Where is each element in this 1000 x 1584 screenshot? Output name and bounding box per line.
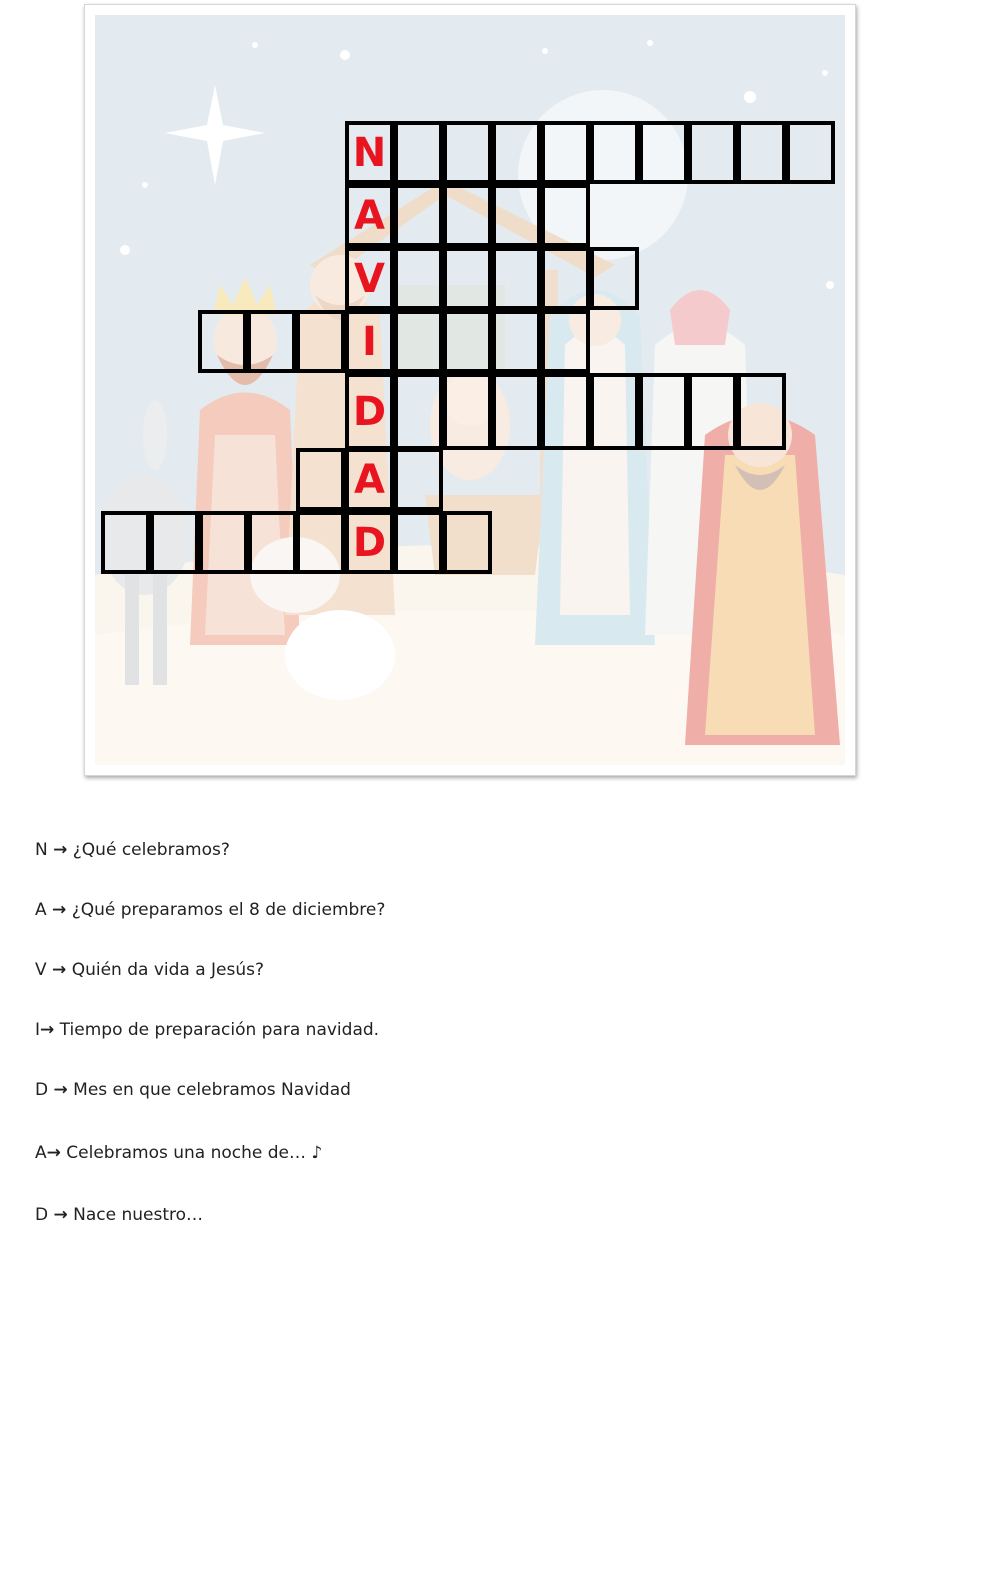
crossword-cell[interactable] xyxy=(492,184,541,247)
crossword-cell[interactable] xyxy=(492,310,541,373)
crossword-cell[interactable] xyxy=(296,448,345,511)
clue-item xyxy=(35,1080,351,1100)
crossword-cell[interactable] xyxy=(639,121,688,184)
clue-text: Quién da vida a Jesús? xyxy=(71,960,265,980)
crossword-cell[interactable] xyxy=(443,511,492,574)
clue-item xyxy=(35,1020,379,1040)
crossword-cell[interactable] xyxy=(199,511,248,574)
crossword-cell-key[interactable] xyxy=(345,184,394,247)
clue-letter: D xyxy=(35,1080,49,1100)
nativity-background-image xyxy=(95,15,845,765)
clue-letter: D xyxy=(35,1205,49,1225)
crossword-cell[interactable] xyxy=(394,511,443,574)
key-letter: V xyxy=(354,255,385,302)
crossword-cell-key[interactable] xyxy=(345,373,394,450)
crossword-cell[interactable] xyxy=(737,121,786,184)
clue-item xyxy=(35,840,230,860)
arrow-right-icon: → xyxy=(53,1080,68,1100)
clue-text: Mes en que celebramos Navidad xyxy=(73,1080,351,1100)
key-letter: D xyxy=(352,388,387,435)
crossword-cell[interactable] xyxy=(443,184,492,247)
crossword-cell[interactable] xyxy=(541,247,590,310)
crossword-cell[interactable] xyxy=(492,373,541,450)
clue-text: Nace nuestro… xyxy=(73,1205,204,1225)
arrow-right-icon: → xyxy=(52,900,67,920)
key-letter: D xyxy=(352,519,387,566)
arrow-right-icon: → xyxy=(46,1143,61,1163)
clue-letter: V xyxy=(35,960,47,980)
crossword-cell[interactable] xyxy=(394,121,443,184)
crossword-cell[interactable] xyxy=(688,121,737,184)
clue-item xyxy=(35,1205,203,1225)
crossword-cell[interactable] xyxy=(443,247,492,310)
crossword-cell[interactable] xyxy=(248,511,297,574)
crossword-cell[interactable] xyxy=(541,373,590,450)
crossword-cell-key[interactable] xyxy=(345,310,394,373)
crossword-cell[interactable] xyxy=(590,121,639,184)
crossword-cell[interactable] xyxy=(394,448,443,511)
crossword-cell[interactable] xyxy=(394,310,443,373)
key-letter: N xyxy=(352,129,387,176)
clue-text: Tiempo de preparación para navidad. xyxy=(59,1020,380,1040)
crossword-cell[interactable] xyxy=(296,310,345,373)
crossword-cell[interactable] xyxy=(492,247,541,310)
crossword-cell[interactable] xyxy=(590,373,639,450)
key-letter: A xyxy=(354,456,385,503)
crossword-cell[interactable] xyxy=(737,373,786,450)
crossword-cell[interactable] xyxy=(590,247,639,310)
key-letter: A xyxy=(354,192,385,239)
crossword-cell[interactable] xyxy=(247,310,296,373)
crossword-cell-key[interactable] xyxy=(345,247,394,310)
clue-item xyxy=(35,1143,322,1163)
crossword-cell[interactable] xyxy=(541,184,590,247)
crossword-cell[interactable] xyxy=(198,310,247,373)
arrow-right-icon: → xyxy=(53,1205,68,1225)
crossword-cell[interactable] xyxy=(443,310,492,373)
crossword-cell[interactable] xyxy=(786,121,835,184)
crossword-cell[interactable] xyxy=(394,184,443,247)
crossword-cell[interactable] xyxy=(394,247,443,310)
clue-letter: A xyxy=(35,900,47,920)
crossword-cell[interactable] xyxy=(150,511,199,574)
arrow-right-icon: → xyxy=(53,840,68,860)
arrow-right-icon: → xyxy=(40,1020,55,1040)
clue-text: Celebramos una noche de… ♪ xyxy=(66,1143,323,1163)
clue-text: ¿Qué preparamos el 8 de diciembre? xyxy=(71,900,386,920)
clue-item xyxy=(35,960,264,980)
crossword-cell-key[interactable] xyxy=(345,448,394,511)
crossword-cell[interactable] xyxy=(688,373,737,450)
crossword-cell-key[interactable] xyxy=(345,121,394,184)
clue-letter: A xyxy=(35,1143,47,1163)
crossword-cell[interactable] xyxy=(394,373,443,450)
crossword-cell[interactable] xyxy=(443,373,492,450)
clue-text: ¿Qué celebramos? xyxy=(72,840,230,860)
clue-letter: N xyxy=(35,840,48,860)
crossword-cell[interactable] xyxy=(639,373,688,450)
crossword-cell[interactable] xyxy=(541,310,590,373)
crossword-cell[interactable] xyxy=(492,121,541,184)
picture-frame xyxy=(84,4,856,776)
crossword-cell[interactable] xyxy=(101,511,150,574)
crossword-cell[interactable] xyxy=(443,121,492,184)
crossword-cell[interactable] xyxy=(296,511,345,574)
crossword-cell[interactable] xyxy=(541,121,590,184)
clue-item xyxy=(35,900,385,920)
arrow-right-icon: → xyxy=(52,960,67,980)
key-letter: I xyxy=(362,318,377,365)
clue-letter: I xyxy=(35,1020,41,1040)
crossword-cell-key[interactable] xyxy=(345,511,394,574)
